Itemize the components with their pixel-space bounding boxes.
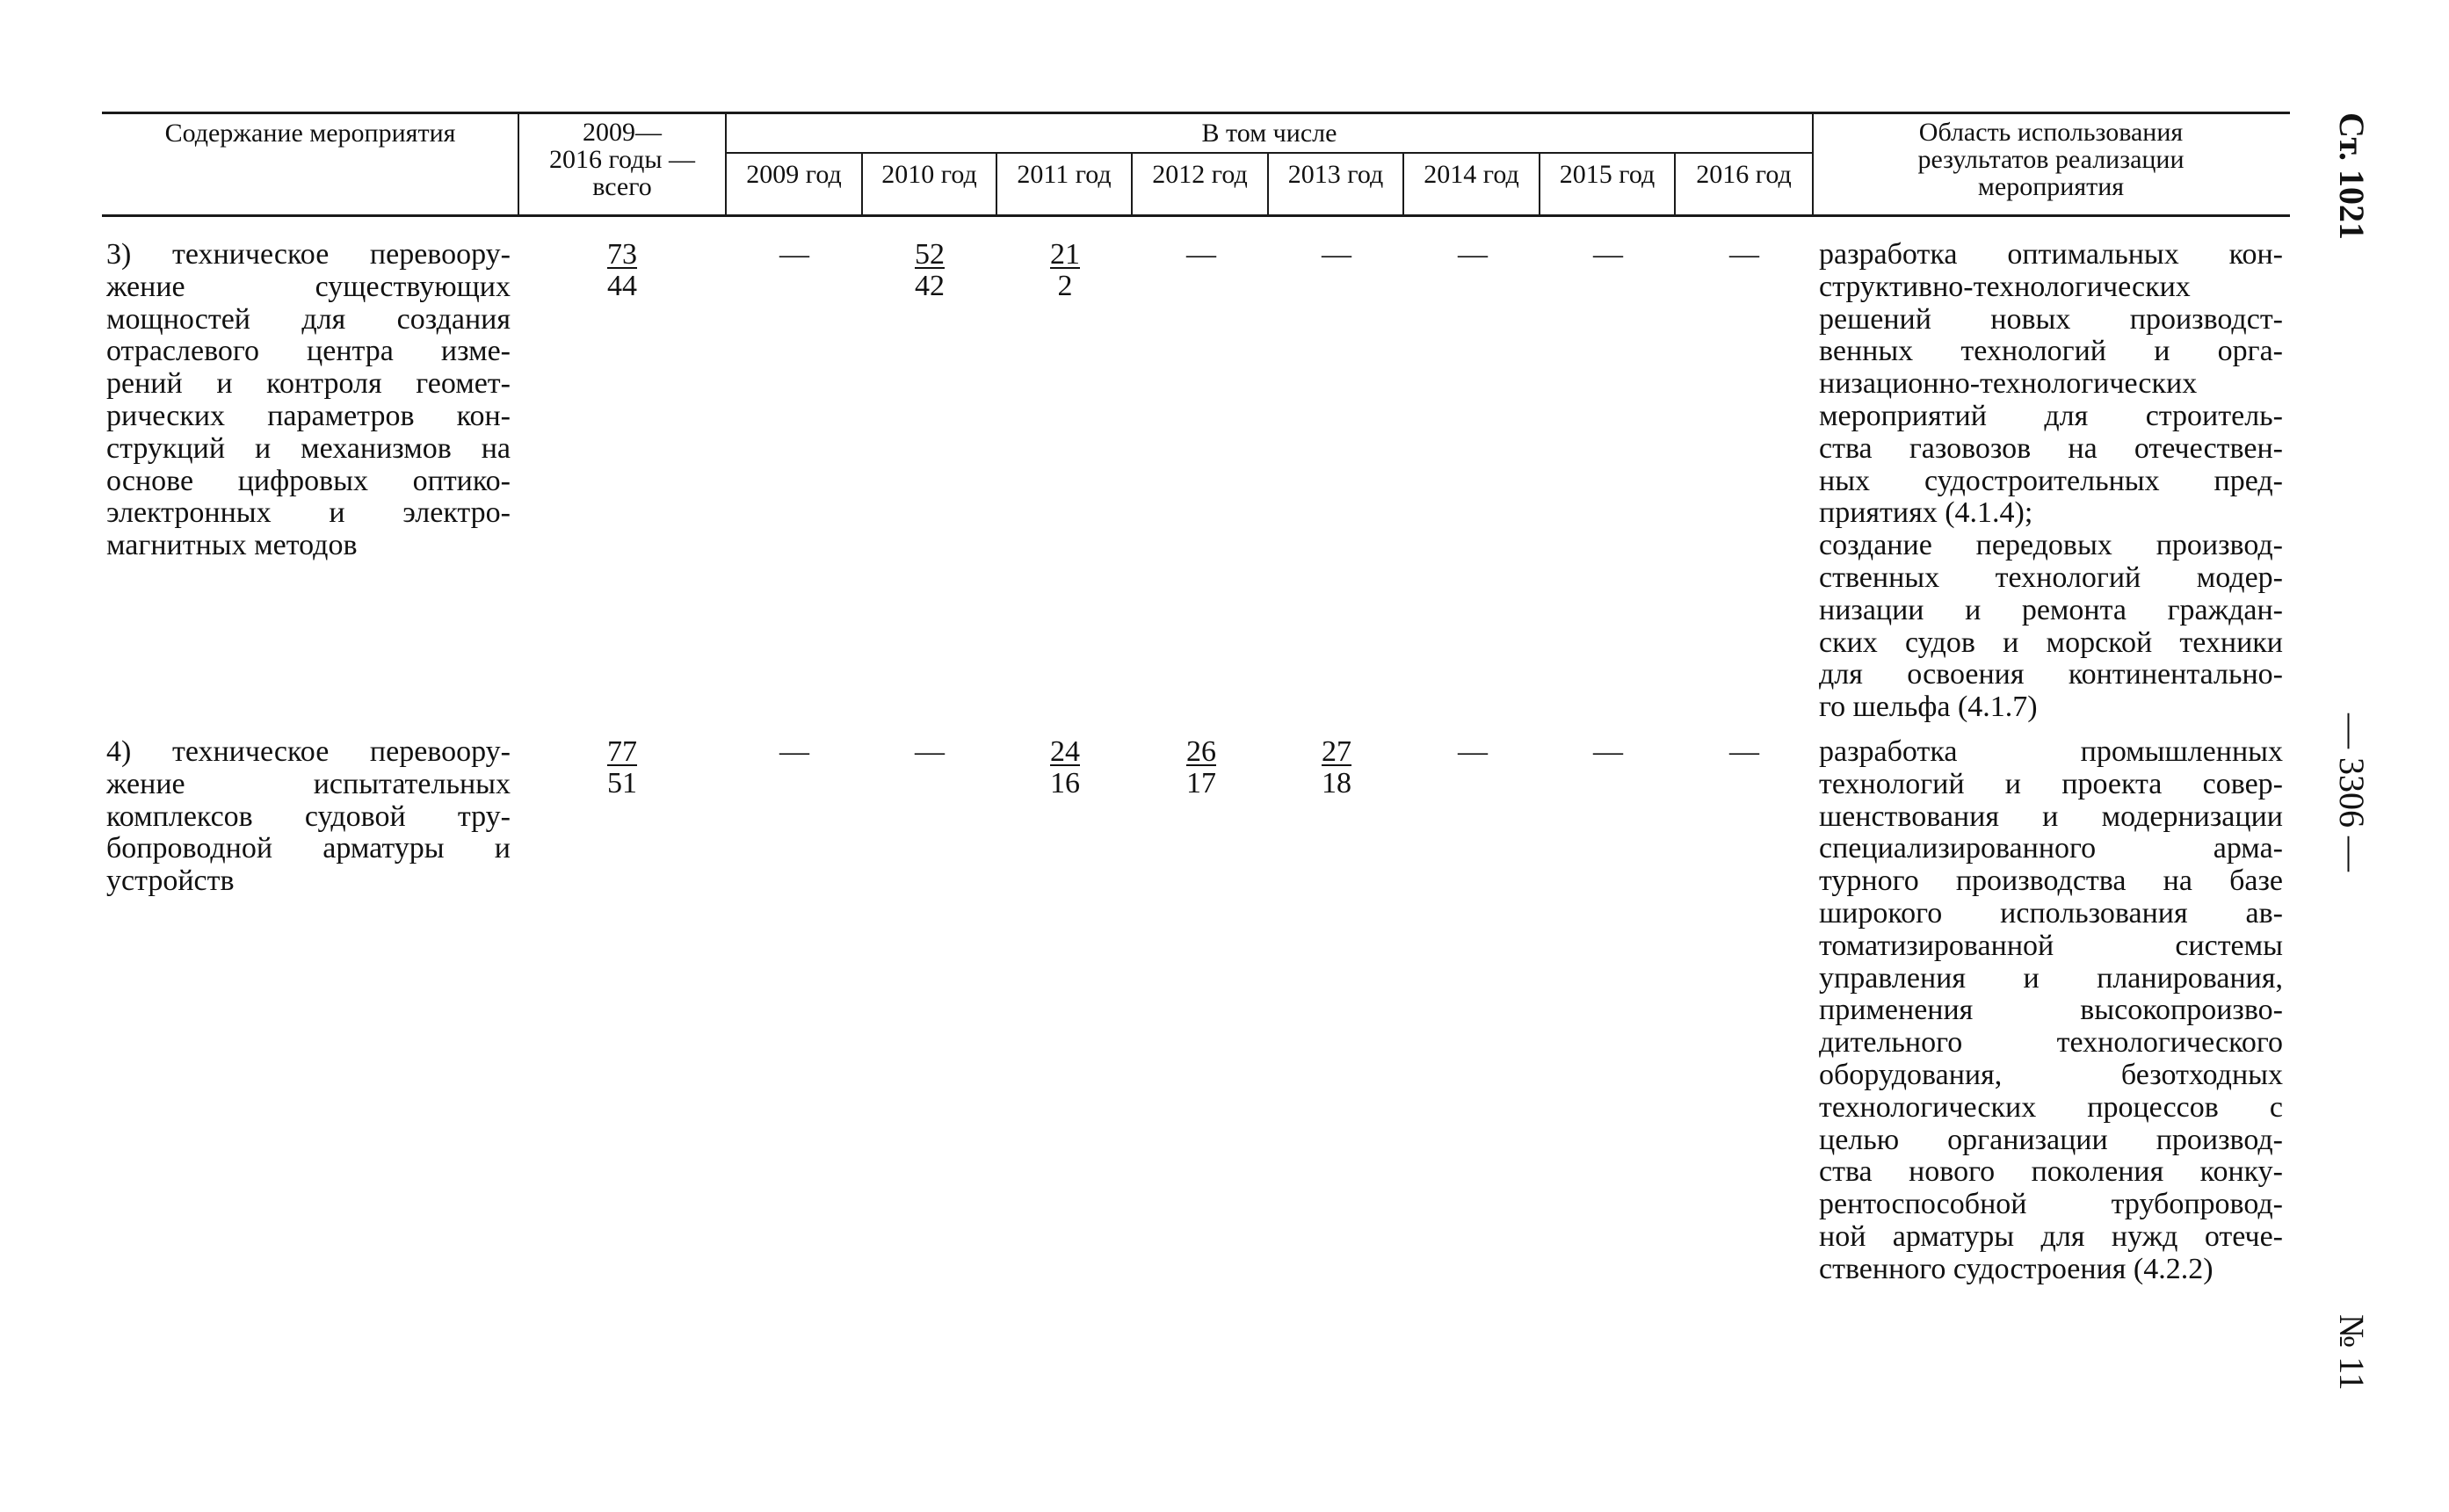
- fraction-denominator: 17: [1186, 767, 1216, 799]
- fraction-denominator: 2: [1057, 270, 1073, 302]
- text-line: управления и планирования,: [1819, 961, 2283, 995]
- text-line: турного производства на базе: [1819, 865, 2283, 898]
- text-line: разработка оптимальных кон-: [1819, 238, 2283, 271]
- text-line: приятиях (4.1.4);: [1819, 496, 2033, 530]
- header-year-2010: 2010 год: [881, 160, 977, 189]
- row-3-2013: —: [1322, 238, 1351, 271]
- text-line: рений и контроля геомет-: [106, 367, 511, 401]
- text-line: го шельфа (4.1.7): [1819, 691, 2038, 724]
- text-line: разработка промышленных: [1819, 735, 2283, 768]
- text-line: комплексов судовой тру-: [106, 799, 511, 833]
- text-line: бопроводной арматуры и: [106, 832, 511, 865]
- row-3-2011: [1030, 239, 1100, 302]
- text-line: магнитных методов: [106, 529, 358, 562]
- text-line: ства газовозов на отечествен-: [1819, 431, 2283, 465]
- row-4-2013: [1301, 736, 1372, 799]
- fraction-denominator: 51: [607, 767, 637, 799]
- text-line: создание передовых производ-: [1819, 529, 2283, 562]
- row-3-2012: —: [1186, 238, 1216, 271]
- header-year-2013: 2013 год: [1287, 160, 1384, 189]
- fraction-denominator: 44: [607, 270, 637, 302]
- fraction-numerator: 26: [1186, 735, 1216, 768]
- text-line: целью организации производ-: [1819, 1123, 2283, 1156]
- row-4-2014: —: [1458, 735, 1488, 768]
- header-total-line: всего: [592, 172, 652, 201]
- table-top-rule: [102, 112, 2290, 114]
- text-line: 3) техническое перевоору-: [106, 238, 511, 271]
- article-number: Ст. 1021: [2332, 112, 2372, 240]
- row-4-2011: [1030, 736, 1100, 799]
- text-line: рентоспособной трубопровод-: [1819, 1188, 2283, 1221]
- text-line: мощностей для создания: [106, 302, 511, 336]
- header-year-2011: 2011 год: [1017, 160, 1112, 189]
- row-3-area: [1819, 239, 2283, 724]
- fraction-denominator: 18: [1322, 767, 1351, 799]
- row-3-2016: —: [1729, 238, 1759, 271]
- text-line: жение испытательных: [106, 767, 511, 800]
- header-total-line: 2009—: [583, 118, 662, 147]
- row-4-2010: —: [915, 735, 945, 768]
- text-line: ных судостроительных пред-: [1819, 464, 2283, 497]
- fraction-numerator: 52: [915, 238, 945, 271]
- text-line: венных технологий и орга-: [1819, 335, 2283, 368]
- text-line: ственного судостроения (4.2.2): [1819, 1252, 2214, 1285]
- fraction-denominator: 16: [1050, 767, 1080, 799]
- page-number: — 3306 —: [2332, 713, 2372, 872]
- text-line: низации и ремонта граждан-: [1819, 593, 2283, 626]
- text-line: основе цифровых оптико-: [106, 464, 511, 497]
- text-line: электронных и электро-: [106, 496, 511, 530]
- text-line: технологий и проекта совер-: [1819, 767, 2283, 800]
- text-line: дительного технологического: [1819, 1026, 2283, 1060]
- header-content: Содержание мероприятия: [164, 119, 456, 148]
- fraction-numerator: 77: [607, 735, 637, 768]
- fraction-denominator: 42: [915, 270, 945, 302]
- header-year-2015: 2015 год: [1559, 160, 1656, 189]
- text-line: ственных технологий модер-: [1819, 561, 2283, 594]
- row-3-content: [106, 239, 511, 562]
- fraction-numerator: 24: [1050, 735, 1080, 768]
- fraction-numerator: 27: [1322, 735, 1351, 768]
- text-line: мероприятий для строитель-: [1819, 399, 2283, 432]
- text-line: 4) техническое перевоору-: [106, 735, 511, 768]
- text-line: низационно-технологических: [1819, 367, 2198, 401]
- text-line: струкций и механизмов на: [106, 431, 511, 465]
- text-line: устройств: [106, 865, 235, 898]
- row-3-2010: [895, 239, 965, 302]
- text-line: применения высокопроизво-: [1819, 994, 2283, 1027]
- text-line: широкого использования ав-: [1819, 896, 2283, 930]
- text-line: томатизированной системы: [1819, 929, 2283, 962]
- row-4-content: [106, 736, 511, 898]
- header-year-2016: 2016 год: [1696, 160, 1792, 189]
- text-line: жение существующих: [106, 270, 511, 303]
- header-including: В том числе: [1201, 119, 1337, 148]
- text-line: технологических процессов с: [1819, 1090, 2283, 1124]
- header-year-2009: 2009 год: [746, 160, 842, 189]
- text-line: оборудования, безотходных: [1819, 1058, 2283, 1091]
- row-3-total: [587, 239, 657, 302]
- text-line: рических параметров кон-: [106, 399, 511, 432]
- header-area-line: мероприятия: [1977, 172, 2125, 201]
- header-year-2012: 2012 год: [1152, 160, 1248, 189]
- text-line: специализированного арма-: [1819, 832, 2283, 865]
- text-line: для освоения континентально-: [1819, 658, 2283, 691]
- header-year-2014: 2014 год: [1424, 160, 1519, 189]
- header-total: [519, 119, 725, 200]
- header-total-line: 2016 годы —: [548, 145, 696, 174]
- row-4-2009: —: [779, 735, 809, 768]
- row-4-2012: [1166, 736, 1236, 799]
- row-4-2016: —: [1729, 735, 1759, 768]
- row-3-2009: —: [779, 238, 809, 271]
- text-line: ства нового поколения конку-: [1819, 1155, 2283, 1189]
- issue-number: № 11: [2332, 1314, 2372, 1391]
- text-line: ной арматуры для нужд отече-: [1819, 1219, 2283, 1253]
- header-area: [1814, 119, 2288, 200]
- header-area-line: результатов реализации: [1917, 145, 2185, 174]
- text-line: структивно-технологических: [1819, 270, 2191, 303]
- row-4-area: [1819, 736, 2283, 1286]
- header-area-line: Область использования: [1918, 118, 2184, 147]
- text-line: решений новых производст-: [1819, 302, 2283, 336]
- text-line: шенствования и модернизации: [1819, 799, 2283, 833]
- header-year-rule: [726, 152, 1814, 154]
- text-line: ских судов и морской техники: [1819, 626, 2283, 659]
- row-4-2015: —: [1593, 735, 1623, 768]
- row-3-2014: —: [1458, 238, 1488, 271]
- row-3-2015: —: [1593, 238, 1623, 271]
- header-bottom-rule: [102, 214, 2290, 217]
- fraction-numerator: 73: [607, 238, 637, 271]
- fraction-numerator: 21: [1050, 238, 1080, 271]
- row-4-total: [587, 736, 657, 799]
- text-line: отраслевого центра изме-: [106, 335, 511, 368]
